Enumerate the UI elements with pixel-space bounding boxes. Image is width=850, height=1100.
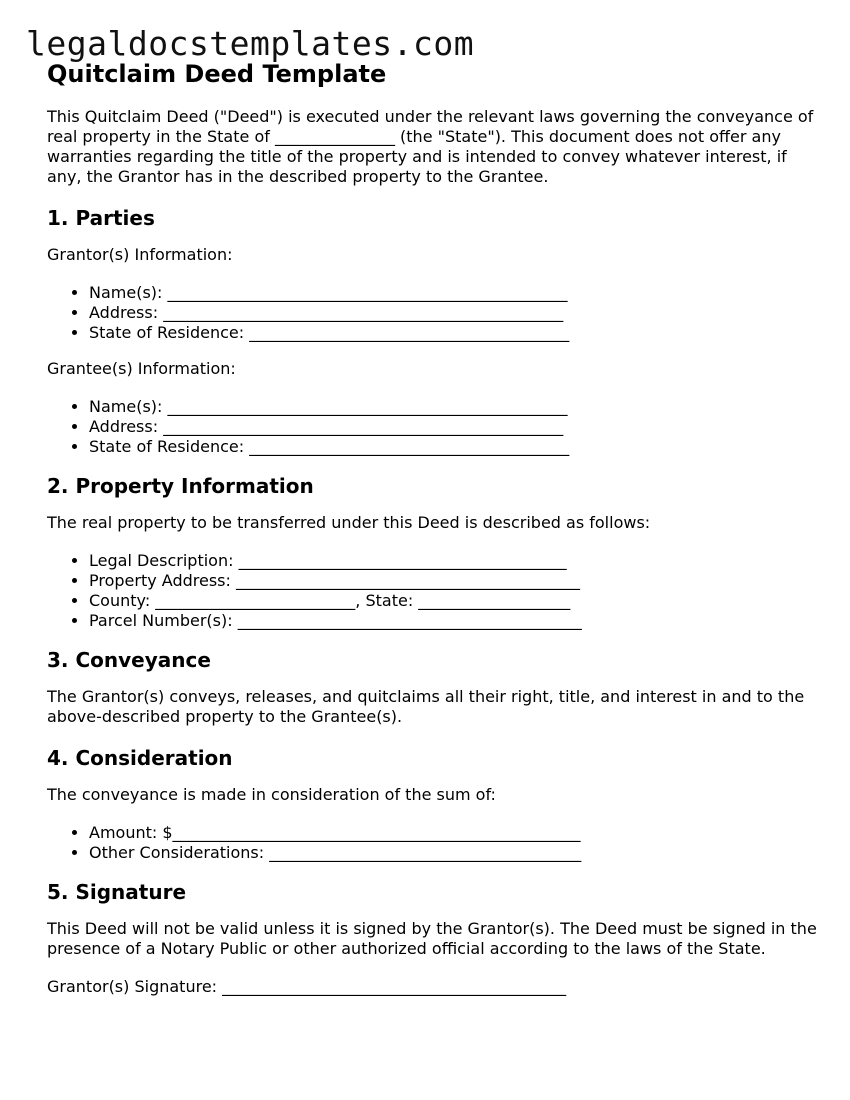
property-heading: 2. Property Information — [47, 474, 314, 498]
signature-text: This Deed will not be valid unless it is signed by the Grantor(s). The Deed must be signed in the presence of a Notary Public or other authorized official according to the laws of the State. — [47, 919, 817, 958]
grantee-state-field[interactable]: • State of Residence: ________________________________________ — [89, 437, 817, 457]
grantor-address-field[interactable]: • Address: __________________________________________________ — [89, 303, 817, 323]
amount-field[interactable]: • Amount: $___________________________________________________ — [89, 823, 817, 843]
legal-description-field[interactable]: • Legal Description: _________________________________________ — [89, 551, 817, 571]
document-page — [47, 58, 817, 997]
property-section — [47, 473, 817, 631]
conveyance-heading: 3. Conveyance — [47, 648, 211, 672]
conveyance-text: The Grantor(s) conveys, releases, and quitclaims all their right, title, and interest in and to the above-described property to the Grantee(s). — [47, 687, 805, 726]
consideration-fields-list — [47, 823, 817, 863]
grantee-address-field[interactable]: • Address: __________________________________________________ — [89, 417, 817, 437]
parties-heading: 1. Parties — [47, 206, 155, 230]
conveyance-section — [47, 647, 817, 727]
consideration-intro: The conveyance is made in consideration of the sum of: — [47, 785, 496, 804]
grantee-info-label: Grantee(s) Information: — [47, 359, 236, 378]
property-address-field[interactable]: • Property Address: ___________________________________________ — [89, 571, 817, 591]
grantee-fields-list — [47, 397, 817, 457]
county-state-field[interactable]: • County: _________________________, State: ___________________ — [89, 591, 817, 611]
grantor-name-field[interactable]: • Name(s): __________________________________________________ — [89, 283, 817, 303]
signature-heading: 5. Signature — [47, 880, 187, 904]
consideration-section — [47, 745, 817, 863]
property-fields-list — [47, 551, 817, 631]
intro-paragraph: This Quitclaim Deed ("Deed") is executed under the relevant laws governing the conveyance of real property in the State of _______________ (the "State"). This document does not offer any warranties regarding the title of the property and is intended to convey whatever interest, if any, the Grantor has in the described property to the Grantee. — [47, 107, 814, 186]
parcel-number-field[interactable]: • Parcel Number(s): ___________________________________________ — [89, 611, 817, 631]
grantor-signature-field[interactable]: Grantor(s) Signature: ___________________________________________ — [47, 977, 567, 996]
consideration-heading: 4. Consideration — [47, 746, 233, 770]
grantor-info-label: Grantor(s) Information: — [47, 245, 233, 264]
grantor-fields-list — [47, 283, 817, 343]
site-watermark: legaldocstemplates.com — [26, 24, 475, 63]
signature-section — [47, 879, 817, 997]
document-title: Quitclaim Deed Template — [47, 60, 387, 88]
property-intro: The real property to be transferred under this Deed is described as follows: — [47, 513, 651, 532]
grantor-state-field[interactable]: • State of Residence: ________________________________________ — [89, 323, 817, 343]
other-considerations-field[interactable]: • Other Considerations: _______________________________________ — [89, 843, 817, 863]
parties-section — [47, 205, 817, 457]
grantee-name-field[interactable]: • Name(s): __________________________________________________ — [89, 397, 817, 417]
